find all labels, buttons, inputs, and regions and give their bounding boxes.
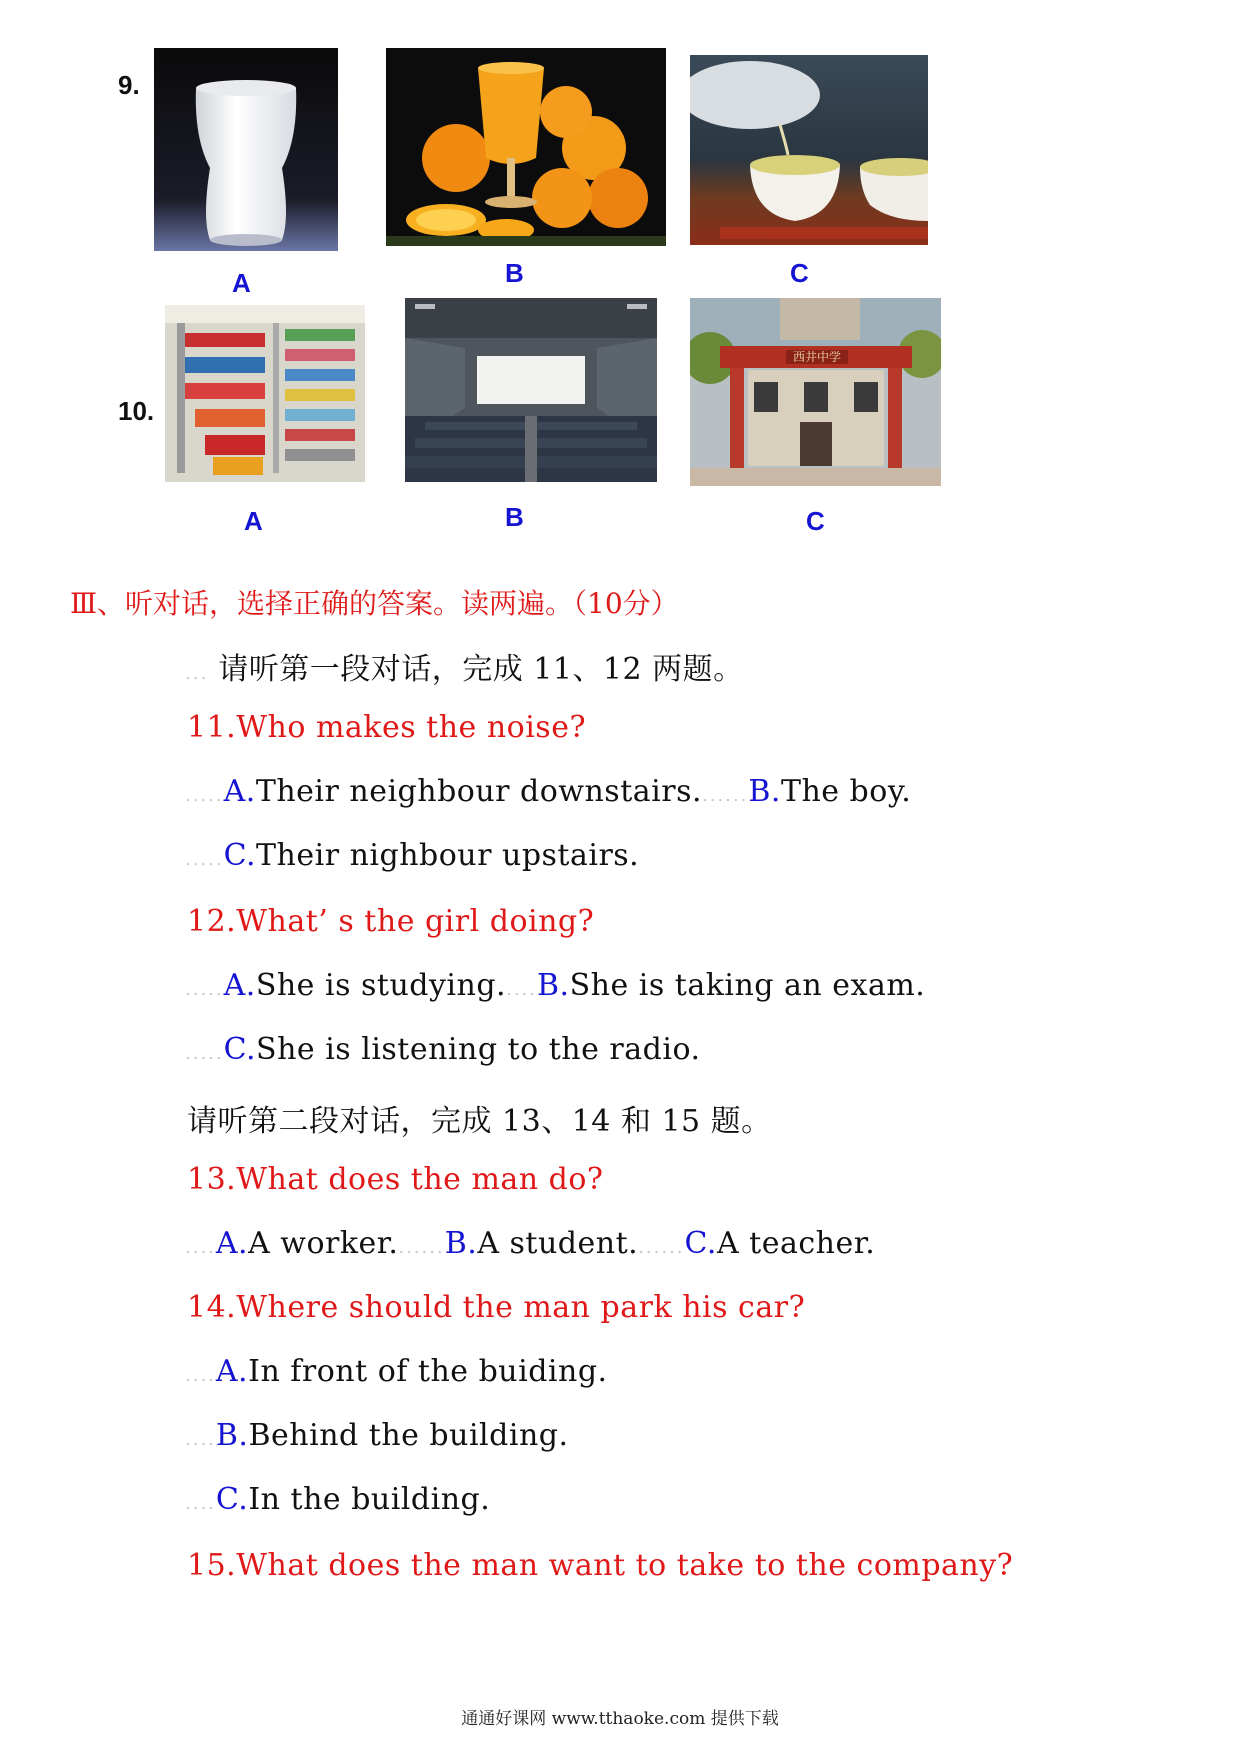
option-text: Behind the building. (248, 1418, 569, 1453)
question-14-option-a: ....A.In front of the buiding. (185, 1354, 608, 1389)
instruction-dialogue-2: 请听第二段对话，完成 13、14 和 15 题。 (187, 1104, 772, 1139)
footer-source: 通通好课网 www.tthaoke.com 提供下载 (461, 1709, 779, 1729)
question-9-option-c-label: C (790, 258, 809, 288)
question-10-option-a-label: A (244, 506, 263, 536)
option-letter: B. (215, 1418, 249, 1453)
option-text: A student. (477, 1226, 639, 1261)
school-sign-text: 西井中学 (792, 350, 842, 364)
option-letter: C. (684, 1226, 717, 1261)
question-10-option-b-label: B (505, 502, 524, 532)
question-10-number: 10. (118, 396, 155, 426)
option-text: In the building. (248, 1482, 491, 1517)
option-letter: C. (223, 1032, 257, 1067)
option-text: She is studying. (255, 968, 507, 1003)
option-text: A worker. (248, 1226, 399, 1261)
tea-cups-image (690, 55, 928, 245)
option-text: In front of the buiding. (248, 1354, 608, 1389)
option-letter: B. (444, 1226, 478, 1261)
question-9-option-a-label: A (232, 268, 251, 298)
section-title: Ⅲ、听对话，选择正确的答案。读两遍。（10分） (70, 587, 679, 620)
question-12-options-row-1: .....A.She is studying.....B.She is taking an exam. (185, 968, 926, 1003)
question-9-option-b-label: B (505, 258, 524, 288)
question-10-option-c-label: C (806, 506, 825, 536)
orange-juice-image (386, 48, 666, 246)
cinema-hall-image (405, 298, 657, 482)
question-13-stem: 13.What does the man do? (187, 1162, 604, 1197)
option-text: Their neighbour downstairs. (255, 774, 702, 809)
option-text: The boy. (780, 774, 912, 809)
question-14-option-b: ....B.Behind the building. (185, 1418, 569, 1453)
option-letter: B. (536, 968, 570, 1003)
question-11-options-row-2: .....C.Their nighbour upstairs. (185, 838, 640, 873)
option-letter: C. (215, 1482, 249, 1517)
question-9-number: 9. (118, 70, 140, 100)
option-letter: A. (223, 968, 256, 1003)
milk-glass-image (154, 48, 338, 251)
option-letter: A. (223, 774, 256, 809)
question-12-options-row-2: .....C.She is listening to the radio. (185, 1032, 701, 1067)
option-text: She is taking an exam. (569, 968, 926, 1003)
option-text: She is listening to the radio. (256, 1032, 701, 1067)
question-12-stem: 12.What’ s the girl doing? (187, 904, 595, 939)
school-gate-image (690, 298, 941, 486)
option-letter: C. (223, 838, 257, 873)
question-11-stem: 11.Who makes the noise? (187, 710, 587, 745)
option-letter: A. (215, 1226, 249, 1261)
option-letter: B. (748, 774, 781, 809)
option-text: Their nighbour upstairs. (256, 838, 640, 873)
question-11-options-row-1: .....A.Their neighbour downstairs.......B.The boy. (185, 774, 912, 809)
option-letter: A. (215, 1354, 249, 1389)
instruction-dialogue-1: ... 请听第一段对话，完成 11、12 两题。 (185, 652, 744, 687)
question-13-options-row-1: ....A.A worker.......B.A student.......C.A teacher. (185, 1226, 876, 1261)
supermarket-image (165, 305, 365, 482)
question-15-stem: 15.What does the man want to take to the company? (187, 1548, 1014, 1583)
question-14-stem: 14.Where should the man park his car? (187, 1290, 806, 1325)
question-14-option-c: ....C.In the building. (185, 1482, 491, 1517)
option-text: A teacher. (716, 1226, 876, 1261)
